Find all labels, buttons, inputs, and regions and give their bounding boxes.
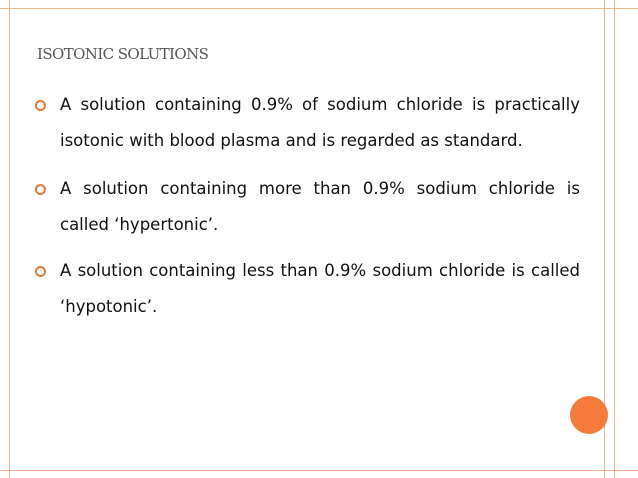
bullet-text: A solution containing 0.9% of sodium chloride is practically isotonic with blood plasma and is regarded as standard.: [60, 95, 580, 150]
bullet-text: A solution containing less than 0.9% sodium chloride is called ‘hypotonic’.: [60, 261, 580, 316]
frame-left-line: [9, 0, 10, 478]
bullet-list: [35, 87, 580, 337]
frame-right-inner-line: [614, 0, 615, 478]
frame-top-line: [0, 8, 638, 9]
orange-circle-decoration: [570, 396, 608, 434]
bullet-text: A solution containing more than 0.9% sodium chloride is called ‘hypertonic’.: [60, 179, 580, 234]
slide-title: ISOTONIC SOLUTIONS: [37, 45, 209, 63]
ring-bullet-icon: [35, 100, 46, 111]
frame-bottom-line: [0, 470, 638, 471]
bullet-item: [35, 87, 580, 159]
bullet-item: [35, 253, 580, 325]
ring-bullet-icon: [35, 266, 46, 277]
bullet-item: [35, 171, 580, 243]
ring-bullet-icon: [35, 184, 46, 195]
